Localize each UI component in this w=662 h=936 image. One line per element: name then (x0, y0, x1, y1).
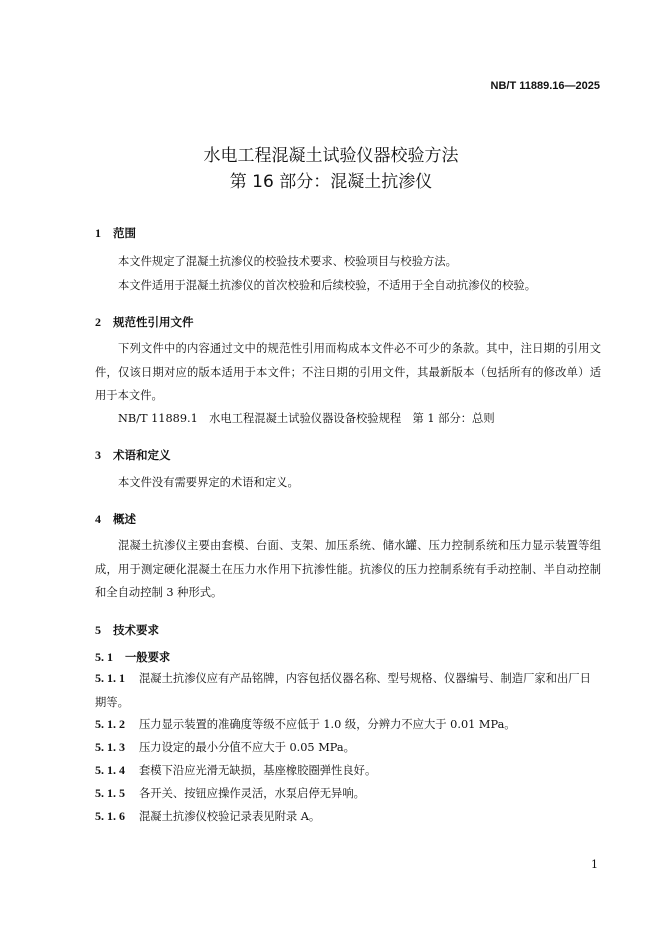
section-number: 3 (95, 448, 101, 462)
section-4-heading (95, 511, 136, 527)
document-title (0, 143, 662, 195)
clause-5-1-2 (95, 713, 601, 737)
page-number: 1 (591, 858, 598, 871)
section-number: 4 (95, 512, 101, 526)
section-2-heading (95, 314, 194, 330)
clause-5-1-5 (95, 782, 601, 806)
subsection-5-1-heading (95, 649, 170, 665)
section-title: 概述 (113, 512, 136, 526)
clause-number: 5. 1. 4 (95, 763, 125, 777)
clause-text: 压力显示装置的准确度等级不应低于 1.0 级，分辨力不应大于 0.01 MPa。 (139, 718, 516, 731)
section-5-heading (95, 622, 159, 638)
clause-number: 5. 1. 6 (95, 809, 125, 823)
standard-number: NB/T 11889.16—2025 (490, 80, 600, 92)
paragraph-text: 混凝土抗渗仪主要由套模、台面、支架、加压系统、储水罐、压力控制系统和压力显示装置等组成，用于测定硬化混凝土在压力水作用下抗渗性能。抗渗仪的压力控制系统有手动控制、半自动控制和全自动控制 3 种形式。 (95, 539, 601, 599)
section-1-paragraph-1: 本文件规定了混凝土抗渗仪的校验技术要求、校验项目与校验方法。 (118, 255, 457, 268)
section-title: 范围 (113, 226, 136, 240)
clause-number: 5. 1. 5 (95, 786, 125, 800)
clause-text: 套模下沿应光滑无缺损，基座橡胶圈弹性良好。 (139, 764, 377, 777)
section-title: 规范性引用文件 (113, 315, 194, 329)
paragraph-text: 下列文件中的内容通过文中的规范性引用而构成本文件必不可少的条款。其中，注日期的引用文件，仅该日期对应的版本适用于本文件；不注日期的引用文件，其最新版本（包括所有的修改单）适用于本文件。 (95, 342, 601, 402)
clause-number: 5. 1. 1 (95, 671, 125, 685)
clause-text: 各开关、按钮应操作灵活，水泵启停无异响。 (139, 787, 365, 800)
title-line-1: 水电工程混凝土试验仪器校验方法 (203, 146, 459, 166)
clause-number: 5. 1. 2 (95, 717, 125, 731)
section-1-paragraph-2: 本文件适用于混凝土抗渗仪的首次校验和后续校验，不适用于全自动抗渗仪的校验。 (118, 279, 536, 292)
section-number: 1 (95, 226, 101, 240)
section-title: 技术要求 (113, 623, 159, 637)
section-1-heading (95, 225, 136, 241)
section-3-paragraph: 本文件没有需要界定的术语和定义。 (118, 476, 299, 489)
clause-number: 5. 1. 3 (95, 740, 125, 754)
section-title: 术语和定义 (113, 448, 171, 462)
subsection-number: 5. 1 (95, 650, 113, 664)
clause-5-1-3 (95, 736, 601, 760)
clause-text: 压力设定的最小分值不应大于 0.05 MPa。 (139, 741, 355, 754)
section-2-paragraph (95, 337, 601, 408)
section-3-heading (95, 447, 171, 463)
clause-5-1-1 (95, 667, 601, 714)
normative-reference: NB/T 11889.1 水电工程混凝土试验仪器设备校验规程 第 1 部分：总则 (118, 412, 495, 425)
section-number: 2 (95, 315, 101, 329)
clause-text: 混凝土抗渗仪校验记录表见附录 A。 (139, 810, 321, 823)
clause-5-1-4 (95, 759, 601, 783)
subsection-title: 一般要求 (125, 651, 171, 664)
clause-text: 混凝土抗渗仪应有产品铭牌，内容包括仪器名称、型号规格、仪器编号、制造厂家和出厂日期等。 (95, 672, 591, 709)
section-number: 5 (95, 623, 101, 637)
title-line-2: 第 16 部分：混凝土抗渗仪 (229, 172, 433, 192)
section-4-paragraph (95, 534, 601, 605)
clause-5-1-6 (95, 805, 601, 829)
